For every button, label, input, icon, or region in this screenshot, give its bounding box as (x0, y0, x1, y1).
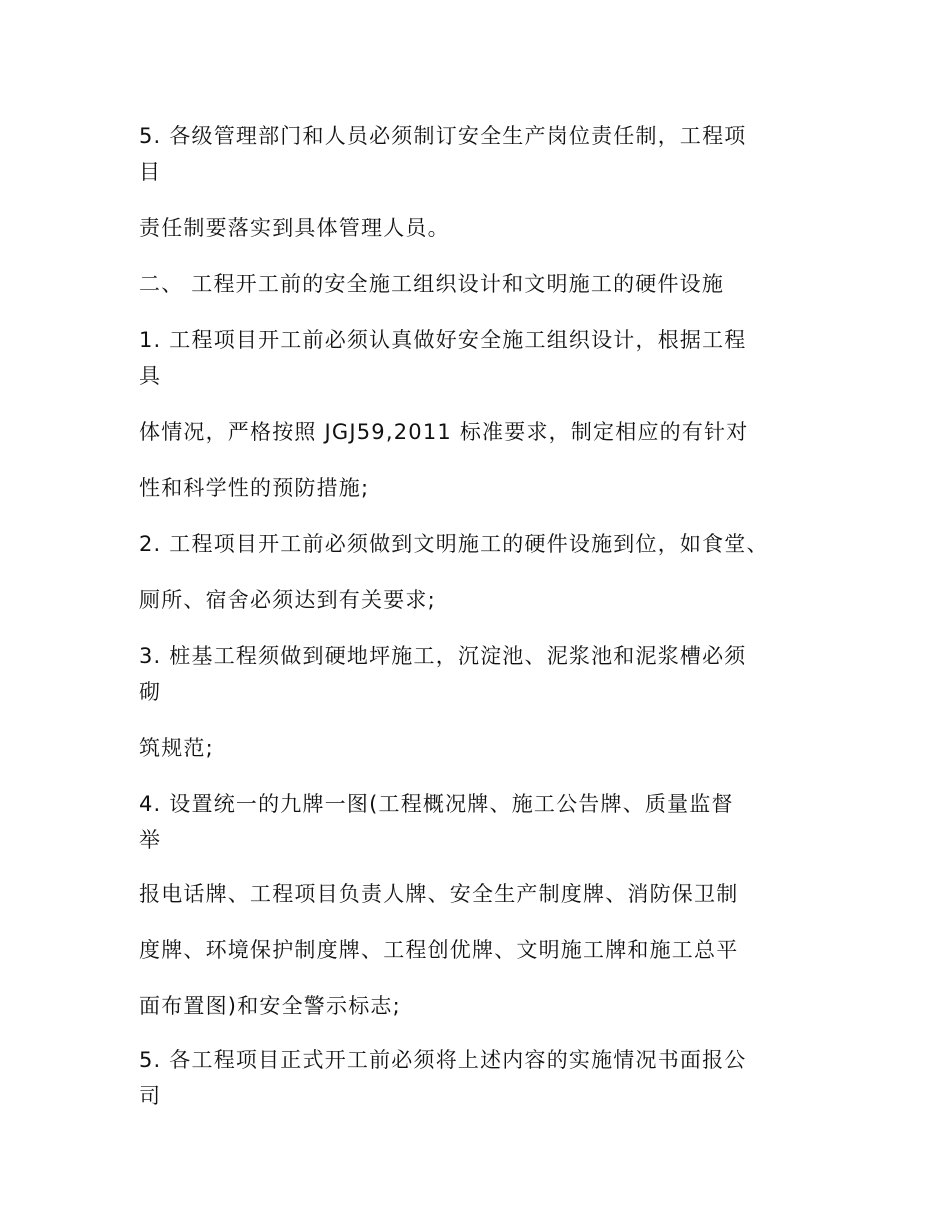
text-line: 体情况，严格按照 JGJ59,2011 标准要求，制定相应的有针对 (139, 420, 749, 444)
section-heading: 二、 工程开工前的安全施工组织设计和文明施工的硬件设施 (139, 272, 725, 296)
text-line: 3. 桩基工程须做到硬地坪施工，沉淀池、泥浆池和泥浆槽必须 (139, 644, 747, 668)
text-line: 筑规范; (139, 736, 214, 760)
text-line: 4. 设置统一的九牌一图(工程概况牌、施工公告牌、质量监督 (139, 792, 734, 816)
text-line: 5. 各工程项目正式开工前必须将上述内容的实施情况书面报公 (139, 1048, 747, 1072)
text-line: 5. 各级管理部门和人员必须制订安全生产岗位责任制，工程项 (139, 124, 747, 148)
text-line: 责任制要落实到具体管理人员。 (139, 216, 450, 240)
text-line: 司 (139, 1084, 162, 1108)
text-line: 目 (139, 160, 162, 184)
text-line: 砌 (139, 680, 162, 704)
text-line: 性和科学性的预防措施; (139, 476, 370, 500)
text-line: 1. 工程项目开工前必须认真做好安全施工组织设计，根据工程 (139, 328, 747, 352)
text-line: 具 (139, 364, 162, 388)
text-line: 报电话牌、工程项目负责人牌、安全生产制度牌、消防保卫制 (139, 882, 739, 906)
text-line: 2. 工程项目开工前必须做到文明施工的硬件设施到位，如食堂、 (139, 532, 769, 556)
text-line: 度牌、环境保护制度牌、工程创优牌、文明施工牌和施工总平 (139, 938, 739, 962)
text-line: 举 (139, 828, 162, 852)
text-line: 面布置图)和安全警示标志; (139, 994, 401, 1018)
text-line: 厕所、宿舍必须达到有关要求; (139, 588, 436, 612)
